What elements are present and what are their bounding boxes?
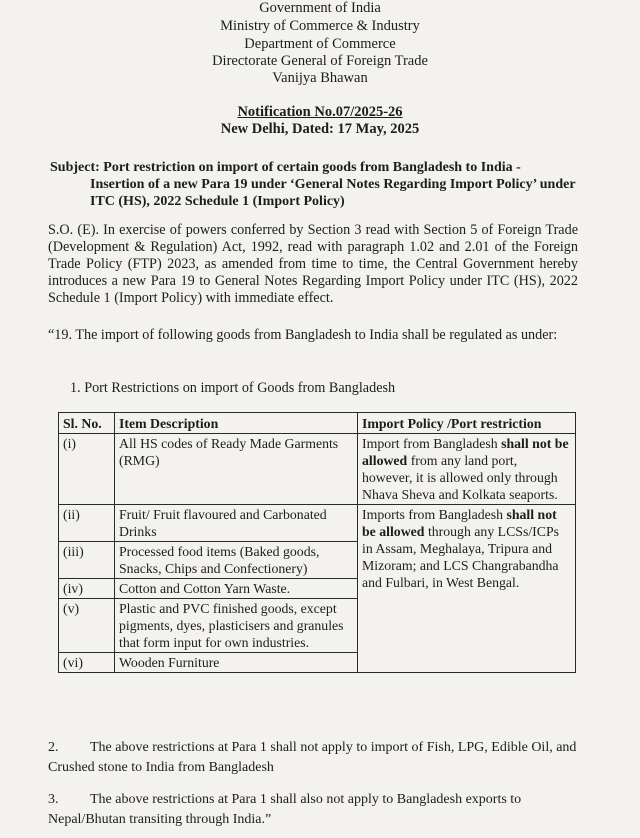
- notification-place-date: New Delhi, Dated: 17 May, 2025: [220, 121, 420, 137]
- header-sl-no: Sl. No.: [59, 413, 115, 434]
- notification-number: Notification No.07/2025-26: [237, 104, 403, 120]
- header-ministry: Ministry of Commerce & Industry: [220, 18, 420, 34]
- row-sl: (iii): [59, 542, 115, 579]
- policy-text: from any land port, however, it is allowed only through Nhava Sheva and Kolkata seaports.: [362, 453, 558, 502]
- row-sl: (iv): [59, 579, 115, 599]
- port-restrictions-table: [58, 412, 576, 673]
- subject-line1: Port restriction on import of certain goods from Bangladesh to India -: [103, 160, 521, 175]
- policy-emphasis: shall not be allowed: [362, 507, 557, 539]
- footer-para-3: [48, 790, 578, 830]
- header-directorate: Directorate General of Foreign Trade: [212, 53, 428, 69]
- row-description: Cotton and Cotton Yarn Waste.: [115, 579, 358, 599]
- policy-text: through any LCSs/ICPs in Assam, Meghalaya, Tripura and Mizoram; and LCS Changrabandha and Fulbari, in West Bengal.: [362, 524, 560, 590]
- table-row: [59, 434, 576, 505]
- row-description: Processed food items (Baked goods, Snacks, Chips and Confectionery): [115, 542, 358, 579]
- list-heading: 1. Port Restrictions on import of Goods from Bangladesh: [70, 380, 396, 396]
- row-description: All HS codes of Ready Made Garments (RMG): [115, 434, 358, 505]
- table-row: [59, 505, 576, 542]
- header-government: Government of India: [259, 0, 381, 16]
- policy-emphasis: shall not be allowed: [362, 436, 569, 468]
- para-text: The above restrictions at Para 1 shall not apply to import of Fish, LPG, Edible Oil, and Crushed stone to India from Bangladesh: [48, 740, 577, 775]
- policy-land-port-restriction: [358, 505, 576, 673]
- header-item-description: Item Description: [115, 413, 358, 434]
- row-description: Fruit/ Fruit flavoured and Carbonated Drinks: [115, 505, 358, 542]
- header-building: Vanijya Bhawan: [272, 70, 368, 86]
- policy-text: Import from Bangladesh: [362, 436, 498, 451]
- policy-sea-ports-only: [358, 434, 576, 505]
- table-header-row: [59, 413, 576, 434]
- row-sl: (vi): [59, 653, 115, 673]
- footer-para-2: [48, 738, 578, 778]
- policy-text: Imports from Bangladesh: [362, 507, 504, 522]
- para-19-intro: “19. The import of following goods from Bangladesh to India shall be regulated as under:: [48, 327, 558, 343]
- subject-rest: Insertion of a new Para 19 under ‘General Notes Regarding Import Policy’ under ITC (HS), 2022 Schedule 1 (Import Policy): [90, 177, 576, 209]
- row-description: Plastic and PVC finished goods, except pigments, dyes, plasticisers and granules that form input for own industries.: [115, 599, 358, 653]
- para-number: 3.: [48, 792, 59, 807]
- row-sl: (i): [59, 434, 115, 505]
- row-sl: (v): [59, 599, 115, 653]
- para-text: The above restrictions at Para 1 shall also not apply to Bangladesh exports to Nepal/Bhutan transiting through India.”: [48, 792, 522, 827]
- row-description: Wooden Furniture: [115, 653, 358, 673]
- header-department: Department of Commerce: [244, 36, 396, 52]
- header-import-policy: Import Policy /Port restriction: [358, 413, 576, 434]
- row-sl: (ii): [59, 505, 115, 542]
- intro-paragraph: S.O. (E). In exercise of powers conferred by Section 3 read with Section 5 of Foreign Trade (Development & Regulation) Act, 1992, read with paragraph 1.02 and 2.01 of the Foreign Trade Policy (FTP) 2023, as amended from time to time, the Central Government hereby introduces a new Para 19 to General Notes Regarding Import Policy under ITC (HS), 2022 Schedule 1 (Import Policy) with immediate effect.: [48, 222, 578, 306]
- para-number: 2.: [48, 740, 59, 755]
- subject-block: [50, 159, 590, 210]
- subject-label: Subject:: [50, 160, 100, 175]
